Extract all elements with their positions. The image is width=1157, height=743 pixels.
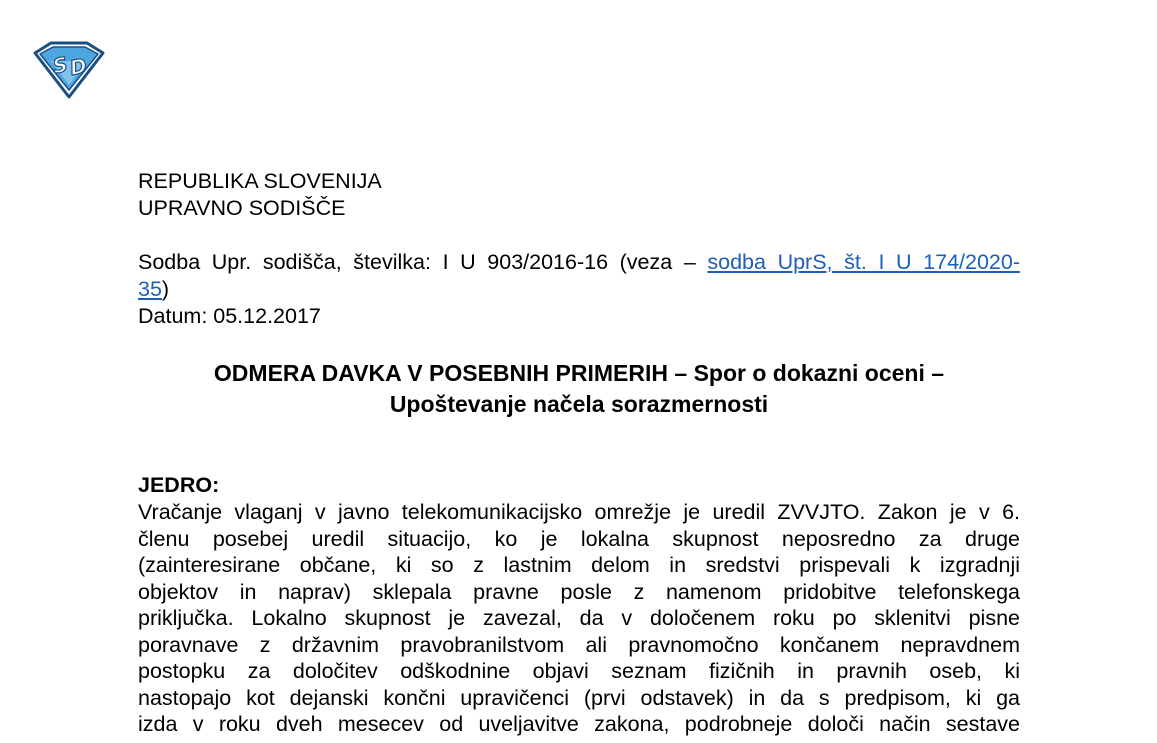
jedro-line: izda v roku dveh mesecev od uveljavitve zakona, podrobneje določi način sestave (138, 712, 1020, 736)
judgment-date: Datum: 05.12.2017 (138, 304, 321, 328)
related-judgment-link[interactable]: sodba UprS, št. I U 174/2020- (707, 250, 1020, 274)
spacer (138, 222, 1020, 249)
svg-text:S: S (50, 51, 70, 79)
republic-name: REPUBLIKA SLOVENIJA (138, 169, 382, 193)
citation-line-2 (138, 276, 1020, 303)
jedro-line: objektov in naprav) sklepala pravne posle z namenom pridobitve telefonskega (138, 579, 1020, 604)
title-line-1: ODMERA DAVKA V POSEBNIH PRIMERIH – Spor o dokazni oceni – (213, 360, 945, 386)
document-header (138, 168, 1020, 330)
document-title (138, 358, 1020, 420)
court-logo (31, 39, 105, 99)
svg-text:D: D (67, 53, 89, 81)
jedro-line: členu posebej uredil situacijo, ko je lokalna skupnost neposredno za druge (138, 526, 1020, 551)
jedro-line: (zainteresirane občane, ki so z lastnim delom in sredstvi prispevali k izgradnji (138, 553, 1020, 577)
citation-suffix: ) (161, 277, 170, 301)
citation-line (138, 249, 1020, 276)
related-judgment-link-continued[interactable]: 35 (138, 277, 162, 301)
citation-prefix: Sodba Upr. sodišča, številka: I U 903/2016-16 (veza – (138, 250, 708, 274)
jedro-line: Vračanje vlaganj v javno telekomunikacijsko omrežje je uredil ZVVJTO. Zakon je v 6. (138, 500, 1020, 524)
jedro-paragraph (138, 499, 1020, 738)
jedro-line: postopku za določitev odškodnine objavi seznam fizičnih in pravnih oseb, ki (138, 659, 1020, 683)
court-name: UPRAVNO SODIŠČE (138, 196, 346, 220)
court-emblem-icon (31, 39, 105, 99)
title-line-2: Upoštevanje načela sorazmernosti (389, 391, 769, 417)
jedro-line: priključka. Lokalno skupnost je zavezal, da v določenem roku po sklenitvi pisne (138, 606, 1020, 630)
jedro-heading: JEDRO: (138, 473, 220, 497)
jedro-line: nastopajo kot dejanski končni upravičenci (prvi odstavek) in da s predpisom, ki ga (138, 685, 1020, 710)
jedro-line: poravnave z državnim pravobranilstvom ali pravnomočno končanem nepravdnem (138, 632, 1020, 657)
